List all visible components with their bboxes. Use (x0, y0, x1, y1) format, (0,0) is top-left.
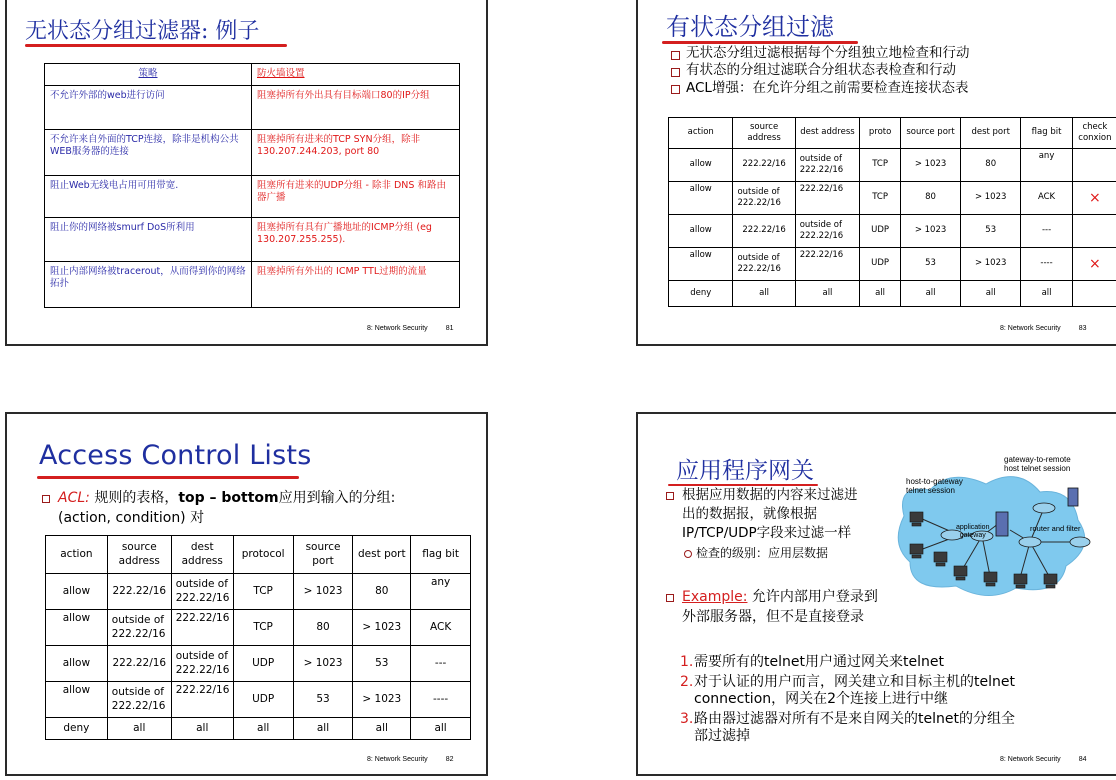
gateway-server-icon (996, 512, 1008, 536)
table-cell: allow (669, 149, 733, 182)
acl-term: ACL: (58, 490, 90, 506)
bullet-square-icon (42, 495, 50, 503)
table-cell: outside of 222.22/16 (733, 248, 795, 281)
table-row (669, 182, 1116, 215)
table-cell (1072, 281, 1116, 307)
bullet-text-tail: 应用到输入的分组: (278, 490, 396, 506)
table-cell: outside of 222.22/16 (107, 682, 171, 718)
label-line: application (956, 524, 990, 531)
table-cell: > 1023 (293, 574, 353, 610)
table-row (45, 86, 460, 130)
list-item (680, 711, 1015, 746)
label-line: host-to-gateway (906, 477, 963, 486)
table-cell: allow (669, 215, 733, 248)
column-header: action (669, 118, 733, 149)
table-cell: 222.22/16 (171, 682, 233, 718)
column-header: proto (860, 118, 901, 149)
slide-title: 有状态分组过滤 (666, 13, 834, 41)
setting-header: 防火墙设置 (252, 64, 460, 86)
footer-label: 8: Network Security (367, 325, 428, 332)
table-cell: outside of 222.22/16 (795, 215, 859, 248)
policy-cell: 不允许外部的web进行访问 (45, 86, 252, 130)
table-row (45, 176, 460, 218)
table-cell: 222.22/16 (107, 646, 171, 682)
table-cell: 80 (961, 149, 1021, 182)
title-underline (662, 41, 858, 44)
table-cell: UDP (233, 682, 293, 718)
table-cell: all (1021, 281, 1073, 307)
page-number: 81 (445, 325, 454, 332)
example-text: 允许内部用户登录到 (747, 589, 878, 605)
bullet-item: 无状态分组过滤根据每个分组独立地检查和行动 (670, 45, 970, 62)
setting-cell: 阻塞所有进来的UDP分组 - 除非 DNS 和路由器广播 (252, 176, 460, 218)
firewall-policy-table (44, 63, 460, 308)
slide-81 (5, 0, 488, 346)
table-cell: all (961, 281, 1021, 307)
table-cell: 222.22/16 (733, 149, 795, 182)
policy-header: 策略 (45, 64, 252, 86)
filter-bullet (664, 486, 858, 563)
table-cell: outside of 222.22/16 (795, 149, 859, 182)
setting-cell: 阻塞掉所有外出具有目标端口80的IP分组 (252, 86, 460, 130)
column-header: dest address (171, 536, 233, 574)
external-router-icon (1070, 537, 1090, 547)
table-cell: UDP (860, 248, 901, 281)
table-header-row (46, 536, 471, 574)
table-cell: deny (46, 718, 108, 740)
step-text: 对于认证的用户而言，网关建立和目标主机的telnet (694, 673, 1015, 690)
table-cell: deny (669, 281, 733, 307)
sub-bullet: 检查的级别：应用层数据 (682, 545, 858, 562)
gateway-to-remote-label (1004, 456, 1071, 474)
step-text: 需要所有的telnet用户通过网关来telnet (694, 654, 944, 670)
table-cell: all (353, 718, 411, 740)
acl-bullet (41, 489, 395, 528)
table-cell: any (1021, 149, 1073, 182)
table-cell (1072, 215, 1116, 248)
column-header: source address (733, 118, 795, 149)
table-cell: ---- (1021, 248, 1073, 281)
policy-cell: 不允许来自外面的TCP连接，除非是机构公共WEB服务器的连接 (45, 130, 252, 176)
label-line: host telnet session (1004, 463, 1071, 473)
table-row (46, 646, 471, 682)
table-cell: 53 (900, 248, 960, 281)
column-header: source port (293, 536, 353, 574)
table-cell: 80 (900, 182, 960, 215)
table-row (669, 149, 1116, 182)
label-line: gateway-to-remote (1004, 455, 1071, 464)
example-label: Example: (682, 589, 748, 605)
table-row (45, 130, 460, 176)
table-cell: outside of 222.22/16 (171, 646, 233, 682)
policy-cell: 阻止你的网络被smurf DoS所利用 (45, 218, 252, 262)
table-cell: > 1023 (353, 682, 411, 718)
table-cell: all (293, 718, 353, 740)
table-cell: allow (46, 682, 108, 718)
page-number: 82 (445, 756, 454, 763)
table-row (45, 218, 460, 262)
column-header: flag bit (411, 536, 471, 574)
example-line-2: 外部服务器，但不是直接登录 (682, 608, 864, 625)
slide-title: 应用程序网关 (676, 458, 814, 484)
bullet-text: 规则的表格， (89, 490, 179, 506)
list-item (680, 674, 1015, 709)
table-cell: all (860, 281, 901, 307)
application-gateway-label (956, 524, 989, 539)
slide-footer (1000, 756, 1086, 763)
example-bullet (664, 588, 878, 628)
table-cell: --- (1021, 215, 1073, 248)
table-cell: allow (669, 248, 733, 281)
table-row (46, 682, 471, 718)
table-cell: ---- (411, 682, 471, 718)
table-cell: outside of 222.22/16 (733, 182, 795, 215)
footer-label: 8: Network Security (1000, 325, 1061, 332)
table-cell: 222.22/16 (795, 248, 859, 281)
page-number: 83 (1078, 325, 1087, 332)
table-cell: UDP (233, 646, 293, 682)
bullet-line-2: (action, condition) 对 (58, 509, 205, 526)
setting-cell: 阻塞掉所有具有广播地址的ICMP分组 (eg 130.207.255.255). (252, 218, 460, 262)
bullet-square-icon (666, 594, 674, 602)
bullet-item: 有状态的分组过滤联合分组状态表检查和行动 (670, 62, 970, 79)
table-row (46, 574, 471, 610)
table-cell: 222.22/16 (171, 610, 233, 646)
table-cell: all (795, 281, 859, 307)
setting-cell: 阻塞掉所有进来的TCP SYN分组，除非130.207.244.203, port 80 (252, 130, 460, 176)
step-number: 3. (680, 710, 694, 727)
page-number: 84 (1078, 756, 1087, 763)
slide-title: Access Control Lists (39, 440, 312, 471)
table-cell: > 1023 (900, 149, 960, 182)
table-cell: 53 (961, 215, 1021, 248)
table-cell: any (411, 574, 471, 610)
table-cell: UDP (860, 215, 901, 248)
list-item (680, 654, 1015, 672)
table-cell: all (411, 718, 471, 740)
step-text: 路由器过滤器对所有不是来自网关的telnet的分组全 (694, 710, 1015, 727)
table-cell: > 1023 (900, 215, 960, 248)
table-header-row (45, 64, 460, 86)
slide-82 (5, 412, 488, 776)
column-header: action (46, 536, 108, 574)
table-cell: outside of 222.22/16 (171, 574, 233, 610)
table-cell: all (171, 718, 233, 740)
table-row (46, 718, 471, 740)
slide-footer (367, 325, 453, 332)
table-cell: allow (46, 574, 108, 610)
table-cell: 222.22/16 (795, 182, 859, 215)
table-cell: > 1023 (293, 646, 353, 682)
bullet-line: 出的数据报，就像根据 (682, 506, 817, 523)
bullet-line: 根据应用数据的内容来过滤进 (682, 487, 858, 503)
acl-table (45, 535, 471, 740)
table-row (669, 215, 1116, 248)
bullet-item: ACL增强：在允许分组之前需要检查连接状态表 (670, 80, 970, 97)
table-cell: all (733, 281, 795, 307)
table-cell: 222.22/16 (107, 574, 171, 610)
column-header: dest address (795, 118, 859, 149)
table-cell: TCP (233, 574, 293, 610)
step-text-cont: 部过滤掉 (694, 728, 750, 744)
table-cell: > 1023 (961, 248, 1021, 281)
table-cell: all (233, 718, 293, 740)
table-cell: > 1023 (961, 182, 1021, 215)
column-header: source port (900, 118, 960, 149)
steps-list (680, 654, 1015, 748)
table-cell: TCP (860, 149, 901, 182)
column-header: flag bit (1021, 118, 1073, 149)
table-cell: allow (669, 182, 733, 215)
top-bottom-term: top – bottom (178, 490, 279, 506)
table-cell: allow (46, 610, 108, 646)
slide-title: 无状态分组过滤器: 例子 (25, 19, 260, 44)
slide-footer (367, 756, 453, 763)
bullet-line: IP/TCP/UDP字段来过滤一样 (682, 525, 852, 542)
slide-84 (636, 412, 1116, 776)
table-cell: 80 (353, 574, 411, 610)
table-cell: 222.22/16 (733, 215, 795, 248)
table-cell: --- (411, 646, 471, 682)
table-cell: TCP (233, 610, 293, 646)
footer-label: 8: Network Security (367, 756, 428, 763)
table-cell: 53 (293, 682, 353, 718)
table-cell: > 1023 (353, 610, 411, 646)
slide-footer (1000, 325, 1086, 332)
table-cell: TCP (860, 182, 901, 215)
policy-cell: 阻止内部网络被tracerout，从而得到你的网络拓扑 (45, 262, 252, 308)
table-row (45, 262, 460, 308)
title-underline (25, 44, 287, 47)
label-line: gateway (959, 531, 986, 539)
table-cell: allow (46, 646, 108, 682)
table-cell: 53 (353, 646, 411, 682)
step-number: 2. (680, 673, 694, 690)
step-text-cont: connection，网关在2个连接上进行中继 (694, 691, 949, 707)
table-header-row (669, 118, 1116, 149)
step-number: 1. (680, 654, 694, 670)
table-cell: ACK (411, 610, 471, 646)
stateful-acl-table (668, 117, 1116, 307)
router-filter-label: router and filter (1030, 524, 1081, 533)
policy-cell: 阻止Web无线电占用可用带宽. (45, 176, 252, 218)
table-row (46, 610, 471, 646)
slide-83 (636, 0, 1116, 346)
footer-label: 8: Network Security (1000, 756, 1061, 763)
table-cell: outside of 222.22/16 (107, 610, 171, 646)
check-mark-cell: × (1072, 248, 1116, 281)
table-row (669, 281, 1116, 307)
setting-cell: 阻塞掉所有外出的 ICMP TTL过期的流量 (252, 262, 460, 308)
table-cell: ACK (1021, 182, 1073, 215)
check-mark-cell: × (1072, 182, 1116, 215)
table-cell: all (107, 718, 171, 740)
host-to-gateway-label (906, 478, 963, 496)
column-header: protocol (233, 536, 293, 574)
column-header: dest port (961, 118, 1021, 149)
table-cell: 80 (293, 610, 353, 646)
title-underline (37, 476, 299, 479)
column-header: dest port (353, 536, 411, 574)
bullet-square-icon (666, 492, 674, 500)
label-line: telnet session (906, 485, 955, 495)
column-header: check conxion (1072, 118, 1116, 149)
column-header: source address (107, 536, 171, 574)
table-row (669, 248, 1116, 281)
bullet-list (670, 45, 970, 97)
table-cell: all (900, 281, 960, 307)
table-cell (1072, 149, 1116, 182)
remote-host-icon (1068, 488, 1078, 506)
